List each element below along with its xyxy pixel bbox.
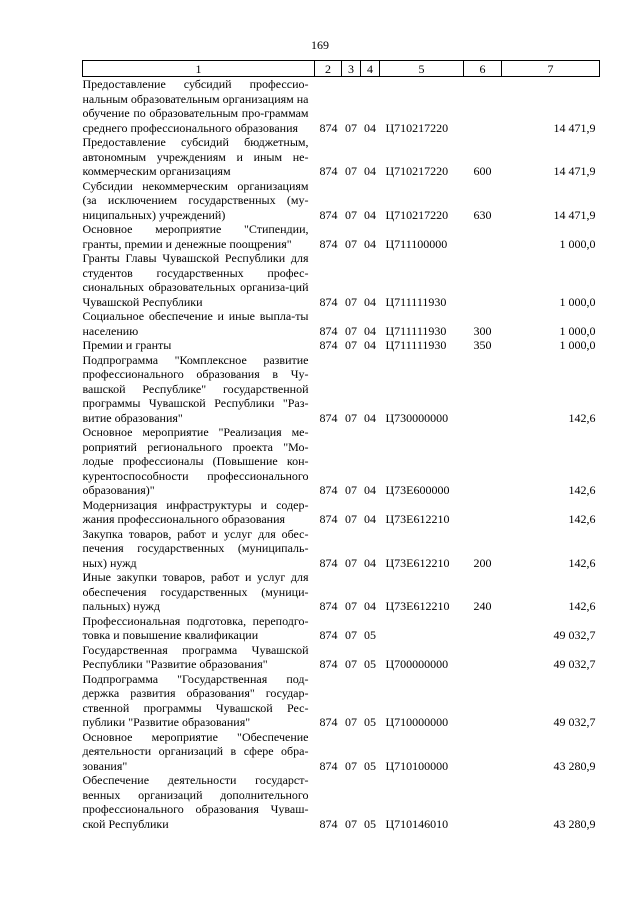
row-gr: 874 (319, 715, 338, 729)
row-pr: 05 (364, 758, 376, 773)
row-cs: Ц700000000 (385, 657, 449, 671)
row-gr: 874 (319, 294, 338, 309)
table-row (83, 643, 600, 672)
table-row (83, 730, 600, 774)
row-pr: 04 (364, 164, 376, 178)
row-sum: 1 000,0 (559, 294, 596, 309)
row-name: Основное мероприятие "Стипендии, гранты, премии и денежные поощрения" (82, 222, 309, 251)
row-sum: 43 280,9 (553, 758, 596, 773)
row-gr: 874 (319, 555, 338, 570)
row-pr: 04 (364, 483, 376, 497)
row-gr: 874 (319, 483, 338, 497)
row-name: Иные закупки товаров, работ и услуг для обеспечения государственных (муници-пальных) нужд (82, 570, 309, 613)
column-header: 2 (315, 61, 342, 77)
row-sum: 142,6 (568, 483, 596, 497)
row-sum: 49 032,7 (553, 628, 596, 642)
row-rz: 07 (345, 599, 357, 613)
table-row (83, 222, 600, 251)
row-vr (464, 222, 502, 251)
row-rz: 07 (345, 555, 357, 570)
row-vr (464, 730, 502, 774)
row-cs: Ц710146010 (385, 816, 449, 831)
table-header-row (83, 61, 600, 77)
row-cs: Ц73Е612210 (385, 599, 450, 613)
column-header: 3 (342, 61, 361, 77)
budget-table (82, 60, 600, 831)
row-rz: 07 (345, 715, 357, 729)
row-pr: 04 (364, 410, 376, 425)
row-cs: Ц711100000 (385, 236, 448, 251)
row-sum: 1 000,0 (559, 236, 596, 251)
row-vr (464, 251, 502, 309)
row-name: Предоставление субсидий профессио-нальным образовательным организациям на обучение по образовательным про-граммам среднего профессионального образования (82, 77, 309, 135)
row-name: Подпрограмма "Государственная под-держка развития образования" государ-ственной программы Чувашской Рес-публики "Развитие образования" (82, 671, 309, 729)
row-gr: 874 (319, 758, 338, 773)
table-row (83, 773, 600, 831)
row-gr: 874 (319, 410, 338, 425)
row-rz: 07 (345, 410, 357, 425)
row-gr: 874 (319, 338, 338, 352)
row-gr: 874 (319, 164, 338, 178)
row-sum: 49 032,7 (553, 715, 596, 729)
row-pr: 04 (364, 338, 376, 352)
row-sum: 1 000,0 (559, 323, 596, 338)
row-vr (464, 425, 502, 498)
row-name: Профессиональная подготовка, переподго-товка и повышение квалификации (82, 613, 309, 642)
row-cs: Ц711111930 (385, 338, 447, 352)
row-vr: 600 (473, 164, 492, 178)
column-header: 5 (380, 61, 464, 77)
row-rz: 07 (345, 207, 357, 222)
row-vr: 200 (473, 555, 492, 570)
table-row (83, 179, 600, 223)
table-row (83, 309, 600, 338)
row-pr: 04 (364, 294, 376, 309)
row-pr: 05 (364, 816, 376, 831)
row-sum: 142,6 (568, 410, 596, 425)
row-rz: 07 (345, 628, 357, 642)
row-rz: 07 (345, 323, 357, 338)
row-rz: 07 (345, 758, 357, 773)
row-cs: Ц710000000 (385, 715, 449, 729)
row-rz: 07 (345, 338, 357, 352)
row-rz: 07 (345, 483, 357, 497)
row-pr: 04 (364, 207, 376, 222)
row-name: Государственная программа Чувашской Республики "Развитие образования" (82, 642, 309, 671)
row-sum: 142,6 (568, 555, 596, 570)
row-gr: 874 (319, 816, 338, 831)
column-header: 1 (83, 61, 315, 77)
row-cs: Ц710100000 (385, 758, 449, 773)
row-pr: 04 (364, 236, 376, 251)
row-sum: 14 471,9 (553, 164, 596, 178)
row-vr (464, 614, 502, 643)
table-row (83, 338, 600, 353)
row-pr: 05 (364, 657, 376, 671)
row-rz: 07 (345, 236, 357, 251)
row-cs: Ц730000000 (385, 410, 449, 425)
row-vr (464, 353, 502, 426)
row-vr (464, 77, 502, 136)
row-sum: 14 471,9 (553, 207, 596, 222)
row-pr: 05 (364, 715, 376, 729)
row-cs: Ц710217220 (385, 120, 449, 135)
row-pr: 04 (364, 599, 376, 613)
row-gr: 874 (319, 628, 338, 642)
row-name: Основное мероприятие "Обеспечение деятельности организаций в сфере обра-зования" (82, 729, 309, 773)
row-sum: 142,6 (568, 599, 596, 613)
row-gr: 874 (319, 599, 338, 613)
column-header: 4 (361, 61, 380, 77)
row-sum: 43 280,9 (553, 816, 596, 831)
row-rz: 07 (345, 294, 357, 309)
row-cs: Ц711111930 (385, 323, 447, 338)
row-cs: Ц73Е600000 (385, 483, 450, 497)
row-pr: 04 (364, 120, 376, 135)
row-pr: 04 (364, 323, 376, 338)
row-vr (464, 643, 502, 672)
row-cs: Ц710217220 (385, 164, 449, 178)
row-vr (464, 498, 502, 527)
table-row (83, 135, 600, 179)
row-name: Закупка товаров, работ и услуг для обес-печения государственных (муниципаль-ных) нужд (82, 526, 309, 570)
row-name: Социальное обеспечение и иные выпла-ты населению (82, 309, 309, 338)
row-rz: 07 (345, 120, 357, 135)
row-sum: 1 000,0 (559, 338, 596, 352)
row-gr: 874 (319, 236, 338, 251)
table-row (83, 570, 600, 614)
row-vr: 300 (473, 323, 492, 338)
row-name: Обеспечение деятельности государст-венных организаций дополнительного профессионального образования Чуваш-ской Республики (82, 773, 309, 831)
table-row (83, 251, 600, 309)
row-sum: 14 471,9 (553, 120, 596, 135)
row-name: Гранты Главы Чувашской Республики для студентов государственных профес-сиональных образовательных организа-ций Чувашской Республики (82, 251, 309, 309)
row-pr: 04 (364, 512, 376, 526)
row-name: Премии и гранты (82, 338, 172, 352)
table-row (83, 527, 600, 571)
row-vr: 630 (473, 207, 492, 222)
row-gr: 874 (319, 120, 338, 135)
row-pr: 04 (364, 555, 376, 570)
row-name: Предоставление субсидий бюджетным, автономным учреждениям и иным не-коммерческим организациям (82, 135, 309, 178)
table-row (83, 353, 600, 426)
row-vr (464, 672, 502, 730)
row-cs: Ц711111930 (385, 294, 447, 309)
column-header: 6 (464, 61, 502, 77)
row-name: Субсидии некоммерческим организациям (за исключением государственных (му-ниципальных) учреждений) (82, 178, 309, 222)
row-rz: 07 (345, 512, 357, 526)
row-cs (380, 614, 464, 643)
table-row (83, 77, 600, 136)
table-row (83, 614, 600, 643)
row-rz: 07 (345, 657, 357, 671)
row-vr (464, 773, 502, 831)
row-cs: Ц710217220 (385, 207, 449, 222)
row-name: Подпрограмма "Комплексное развитие профессионального образования в Чу-вашской Республике" государственной программы Чувашской Республики "Раз-витие образования" (82, 352, 309, 425)
row-name: Модернизация инфраструктуры и содер-жания профессионального образования (82, 497, 309, 526)
row-vr: 350 (473, 338, 492, 352)
row-rz: 07 (345, 816, 357, 831)
table-row (83, 425, 600, 498)
row-vr: 240 (473, 599, 492, 613)
row-name: Основное мероприятие "Реализация ме-роприятий регионального проекта "Мо-лодые профессионалы (Повышение кон-курентоспособности профессионального образования)" (82, 425, 309, 497)
row-rz: 07 (345, 164, 357, 178)
column-header: 7 (502, 61, 600, 77)
row-gr: 874 (319, 657, 338, 671)
row-sum: 49 032,7 (553, 657, 596, 671)
table-row (83, 498, 600, 527)
row-gr: 874 (319, 207, 338, 222)
row-sum: 142,6 (568, 512, 596, 526)
row-gr: 874 (319, 512, 338, 526)
row-cs: Ц73Е612210 (385, 512, 450, 526)
page-number: 169 (311, 38, 329, 52)
row-cs: Ц73Е612210 (385, 555, 450, 570)
row-pr: 05 (364, 628, 376, 642)
row-gr: 874 (319, 323, 338, 338)
table-row (83, 672, 600, 730)
